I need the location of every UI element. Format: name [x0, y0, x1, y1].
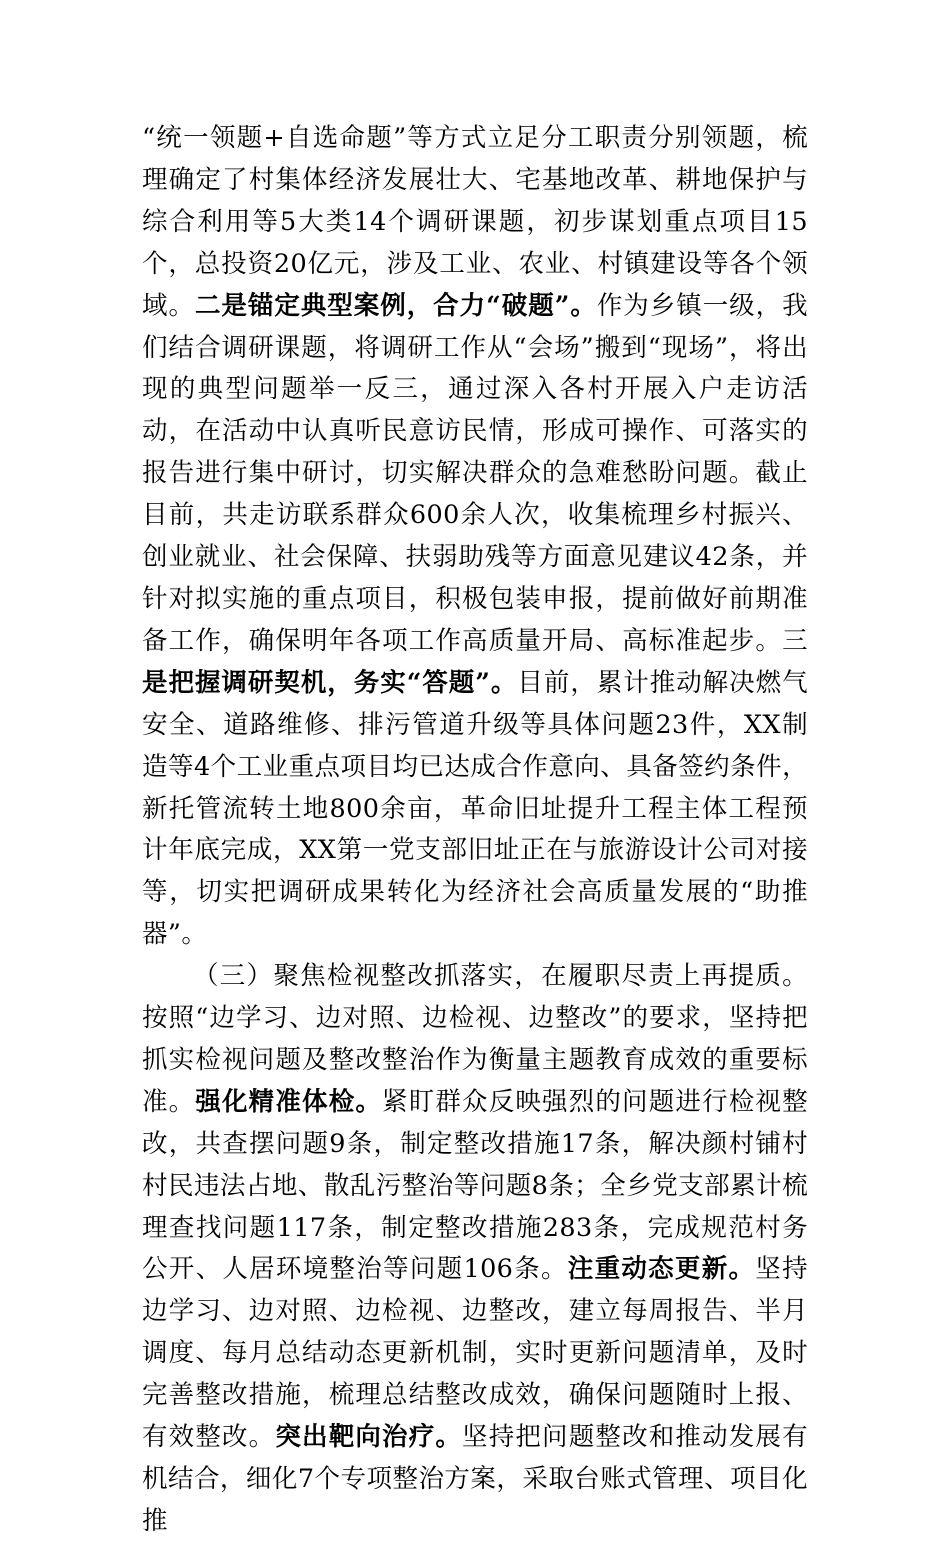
body-paragraph-2: [142, 956, 808, 1543]
body-paragraph-1: [142, 118, 808, 956]
paragraph-text: 作为乡镇一级，我们结合调研课题，将调研工作从“会场”搬到“现场”，将出现的典型问题举一反三，通过深入各村开展入户走访活动，在活动中认真听民意访民情，形成可操作、可落实的报告进行集中研讨，切实解决群众的急难愁盼问题。截止目前，共走访联系群众600余人次，收集梳理乡村振兴、创业就业、社会保障、扶弱助残等方面意见建议42条，并针对拟实施的重点项目，积极包装申报，提前做好前期准备工作，确保明年各项工作高质量开局、高标准起步。三: [142, 290, 808, 656]
bold-heading-precise-check: 强化精准体检。: [195, 1086, 383, 1117]
bold-heading-3-seize-opportunity: 是把握调研契机，务实“答题”。: [142, 667, 518, 698]
document-page: [142, 118, 808, 1543]
paragraph-text: 坚持把问题整改和推动发展有机结合，细化7个专项整治方案，采取台账式管理、项目化推: [142, 1422, 808, 1536]
paragraph-text: “统一领题+自选命题”等方式立足分工职责分别领题，梳理确定了村集体经济发展壮大、宅基地改革、耕地保护与综合利用等5大类14个调研课题，初步谋划重点项目15个，总投资20亿元，涉及工业、农业、村镇建设等各个领域。: [142, 123, 808, 321]
bold-heading-targeted-treatment: 突出靶向治疗。: [275, 1422, 463, 1453]
bold-heading-dynamic-update: 注重动态更新。: [567, 1254, 756, 1285]
paragraph-text: 目前，累计推动解决燃气安全、道路维修、排污管道升级等具体问题23件，XX制造等4个工业重点项目均已达成合作意向、具备签约条件，新托管流转土地800余亩，革命旧址提升工程主体工程预计年底完成，XX第一党支部旧址正在与旅游设计公司对接等，切实把调研成果转化为经济社会高质量发展的“助推器”。: [142, 667, 808, 950]
paragraph-text: 紧盯群众反映强烈的问题进行检视整改，共查摆问题9条，制定整改措施17条，解决颜村铺村村民违法占地、散乱污整治等问题8条；全乡党支部累计梳理查找问题117条，制定整改措施283条，完成规范村务公开、人居环境整治等问题106条。: [142, 1086, 808, 1285]
section-heading-3: （三）聚焦检视整改抓落实，在履职尽责上再提质。按照“边学习、边对照、边检视、边整改”的要求，坚持把抓实检视问题及整改整治作为衡量主题教育成效的重要标准。: [142, 961, 808, 1117]
bold-heading-2-anchor-cases: 二是锚定典型案例，合力“破题”。: [194, 290, 597, 321]
paragraph-text: 坚持边学习、边对照、边检视、边整改，建立每周报告、半月调度、每月总结动态更新机制，实时更新问题清单，及时完善整改措施，梳理总结整改成效，确保问题随时上报、有效整改。: [142, 1254, 808, 1453]
